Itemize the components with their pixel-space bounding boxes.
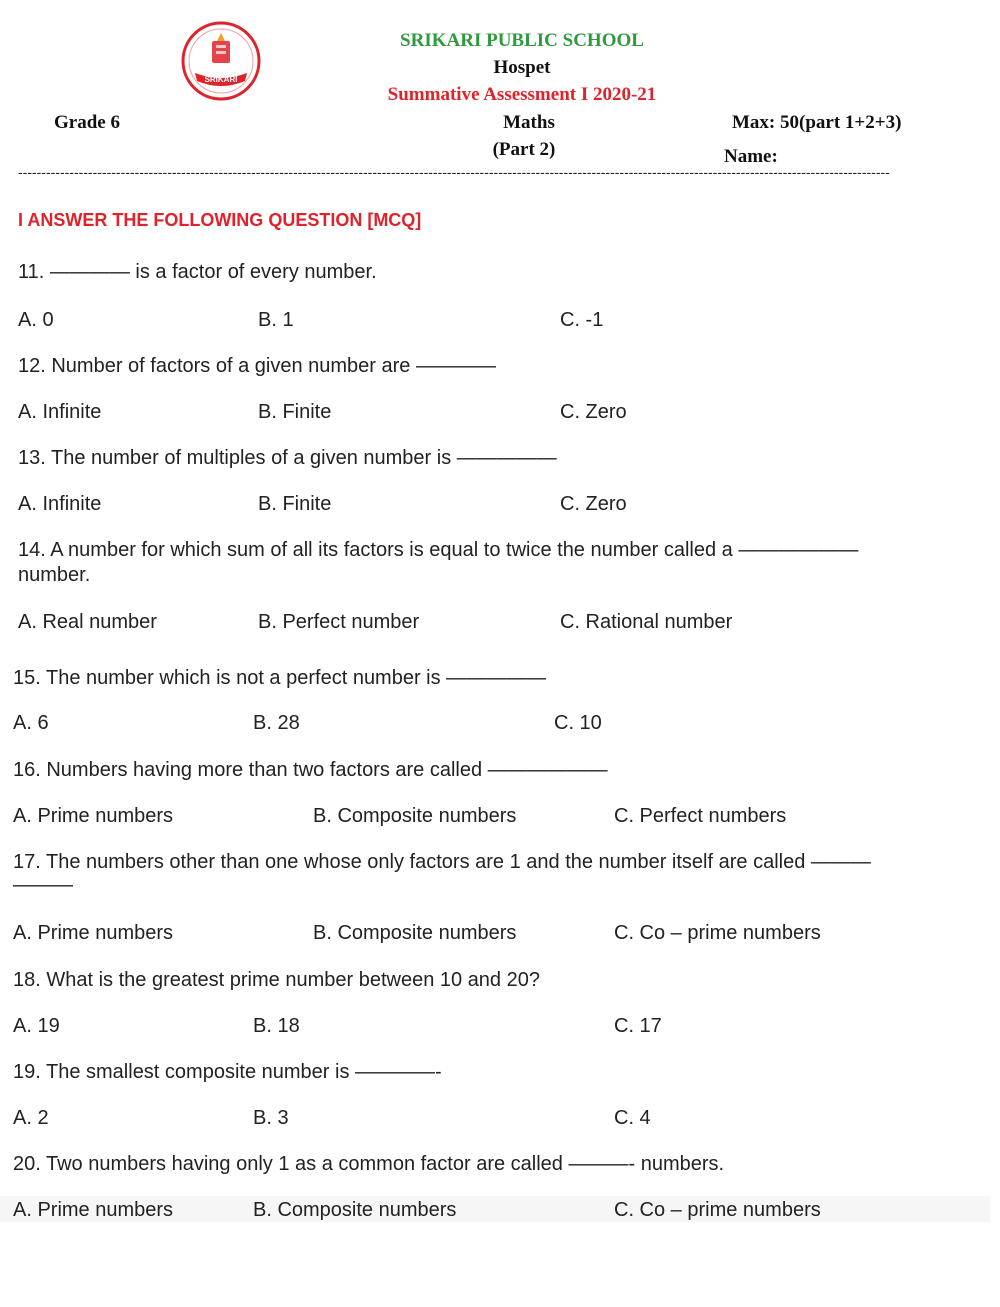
q13-option-b: B. Finite	[258, 493, 332, 515]
q12-option-b: B. Finite	[258, 401, 332, 423]
q20-option-c: C. Co – prime numbers	[614, 1199, 821, 1221]
q11-option-b: B. 1	[258, 309, 294, 331]
q17-option-b: B. Composite numbers	[313, 922, 517, 944]
q11-option-a: A. 0	[18, 309, 54, 331]
q20-option-b: B. Composite numbers	[253, 1199, 457, 1221]
name-label: Name:	[724, 146, 778, 167]
assessment-title: Summative Assessment I 2020-21	[387, 84, 657, 105]
part-label: (Part 2)	[492, 139, 556, 160]
q15-option-c: C. 10	[554, 712, 602, 734]
question-11: 11. ———— is a factor of every number.	[18, 261, 377, 283]
question-15: 15. The number which is not a perfect number is —————	[13, 667, 547, 689]
q18-option-c: C. 17	[614, 1015, 662, 1037]
q19-option-a: A. 2	[13, 1107, 49, 1129]
subject-label: Maths	[503, 112, 555, 133]
divider-dashes: -------------------------------------------------------------------------------------------------------------------------------------------------------------------------------------------	[18, 164, 890, 180]
q18-option-a: A. 19	[13, 1015, 60, 1037]
question-13: 13. The number of multiples of a given number is —————	[18, 447, 557, 469]
q13-option-a: A. Infinite	[18, 493, 102, 515]
logo-text: SRIKARI	[204, 75, 238, 84]
q14-option-a: A. Real number	[18, 611, 157, 633]
question-17-line-2: ———	[13, 874, 73, 896]
school-name: SRIKARI PUBLIC SCHOOL	[400, 30, 644, 51]
question-17-line-1: 17. The numbers other than one whose only factors are 1 and the number itself are called ———	[13, 851, 871, 873]
q19-option-c: C. 4	[614, 1107, 651, 1129]
q16-option-a: A. Prime numbers	[13, 805, 174, 827]
question-14-line-1: 14. A number for which sum of all its factors is equal to twice the number called a ——————	[18, 539, 859, 561]
q15-option-b: B. 28	[253, 712, 300, 734]
q12-option-a: A. Infinite	[18, 401, 102, 423]
q19-option-b: B. 3	[253, 1107, 289, 1129]
question-19: 19. The smallest composite number is ————-	[13, 1061, 442, 1083]
q17-option-c: C. Co – prime numbers	[614, 922, 821, 944]
q11-option-c: C. -1	[560, 309, 604, 331]
q17-option-a: A. Prime numbers	[13, 922, 174, 944]
q13-option-c: C. Zero	[560, 493, 627, 515]
q16-option-c: C. Perfect numbers	[614, 805, 787, 827]
question-14-line-2: number.	[18, 564, 91, 586]
q15-option-a: A. 6	[13, 712, 49, 734]
question-12: 12. Number of factors of a given number are ————	[18, 355, 496, 377]
question-20: 20. Two numbers having only 1 as a common factor are called ———- numbers.	[13, 1153, 725, 1175]
q12-option-c: C. Zero	[560, 401, 627, 423]
question-16: 16. Numbers having more than two factors are called ——————	[13, 759, 608, 781]
question-18: 18. What is the greatest prime number between 10 and 20?	[13, 969, 540, 991]
school-city: Hospet	[493, 57, 551, 78]
q20-option-a: A. Prime numbers	[13, 1199, 174, 1221]
q14-option-c: C. Rational number	[560, 611, 733, 633]
q14-option-b: B. Perfect number	[258, 611, 420, 633]
q16-option-b: B. Composite numbers	[313, 805, 517, 827]
q18-option-b: B. 18	[253, 1015, 300, 1037]
max-marks: Max: 50(part 1+2+3)	[732, 112, 902, 133]
section-title: I ANSWER THE FOLLOWING QUESTION [MCQ]	[18, 210, 422, 230]
grade-label: Grade 6	[54, 112, 120, 133]
school-logo-icon	[181, 21, 261, 101]
